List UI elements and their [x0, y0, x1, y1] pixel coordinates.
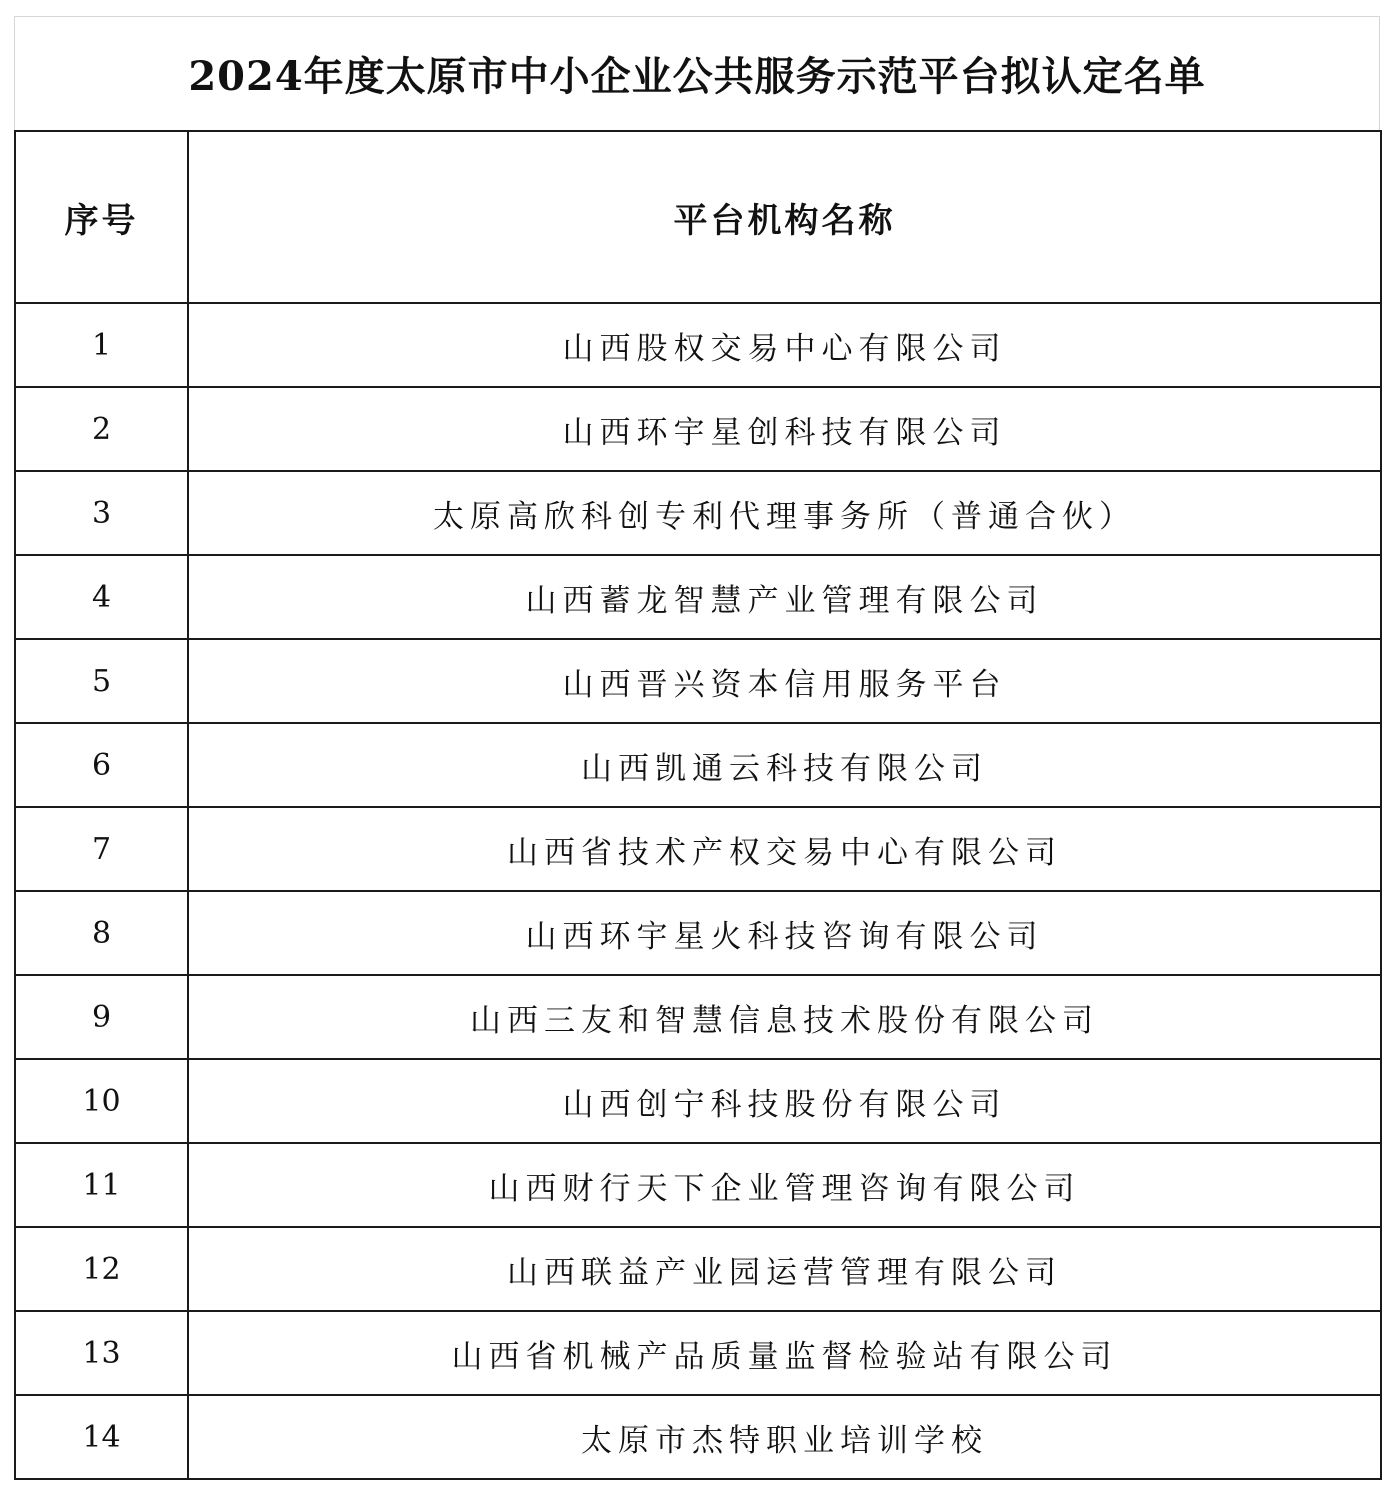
row-name: 山西三友和智慧信息技术股份有限公司 [188, 975, 1381, 1059]
row-number: 2 [15, 387, 188, 471]
table-row [15, 891, 1381, 975]
row-name: 山西凯通云科技有限公司 [188, 723, 1381, 807]
row-name: 山西省技术产权交易中心有限公司 [188, 807, 1381, 891]
table-row [15, 1059, 1381, 1143]
row-number: 11 [15, 1143, 188, 1227]
header-number: 序号 [15, 131, 188, 303]
row-name: 山西联益产业园运营管理有限公司 [188, 1227, 1381, 1311]
row-number: 8 [15, 891, 188, 975]
row-name: 山西环宇星创科技有限公司 [188, 387, 1381, 471]
row-number: 3 [15, 471, 188, 555]
row-name: 山西创宁科技股份有限公司 [188, 1059, 1381, 1143]
platform-list-table [14, 130, 1382, 1480]
table-row [15, 807, 1381, 891]
row-name: 太原市杰特职业培训学校 [188, 1395, 1381, 1479]
row-name: 山西财行天下企业管理咨询有限公司 [188, 1143, 1381, 1227]
row-number: 7 [15, 807, 188, 891]
table-row [15, 387, 1381, 471]
row-number: 1 [15, 303, 188, 387]
row-number: 5 [15, 639, 188, 723]
header-name: 平台机构名称 [188, 131, 1381, 303]
row-name: 山西省机械产品质量监督检验站有限公司 [188, 1311, 1381, 1395]
table-row [15, 303, 1381, 387]
document-sheet [14, 16, 1380, 1479]
row-name: 太原高欣科创专利代理事务所（普通合伙） [188, 471, 1381, 555]
table-header-row [15, 131, 1381, 303]
title-bar [14, 16, 1380, 130]
table-row [15, 639, 1381, 723]
row-number: 14 [15, 1395, 188, 1479]
row-number: 6 [15, 723, 188, 807]
row-number: 9 [15, 975, 188, 1059]
row-number: 12 [15, 1227, 188, 1311]
row-number: 4 [15, 555, 188, 639]
row-name: 山西晋兴资本信用服务平台 [188, 639, 1381, 723]
table-row [15, 1227, 1381, 1311]
row-number: 10 [15, 1059, 188, 1143]
table-row [15, 555, 1381, 639]
row-name: 山西蓄龙智慧产业管理有限公司 [188, 555, 1381, 639]
table-row [15, 1395, 1381, 1479]
table-row [15, 471, 1381, 555]
table-row [15, 1143, 1381, 1227]
table-row [15, 1311, 1381, 1395]
row-name: 山西股权交易中心有限公司 [188, 303, 1381, 387]
row-name: 山西环宇星火科技咨询有限公司 [188, 891, 1381, 975]
document-title: 2024年度太原市中小企业公共服务示范平台拟认定名单 [188, 53, 1206, 100]
row-number: 13 [15, 1311, 188, 1395]
table-row [15, 723, 1381, 807]
table-row [15, 975, 1381, 1059]
